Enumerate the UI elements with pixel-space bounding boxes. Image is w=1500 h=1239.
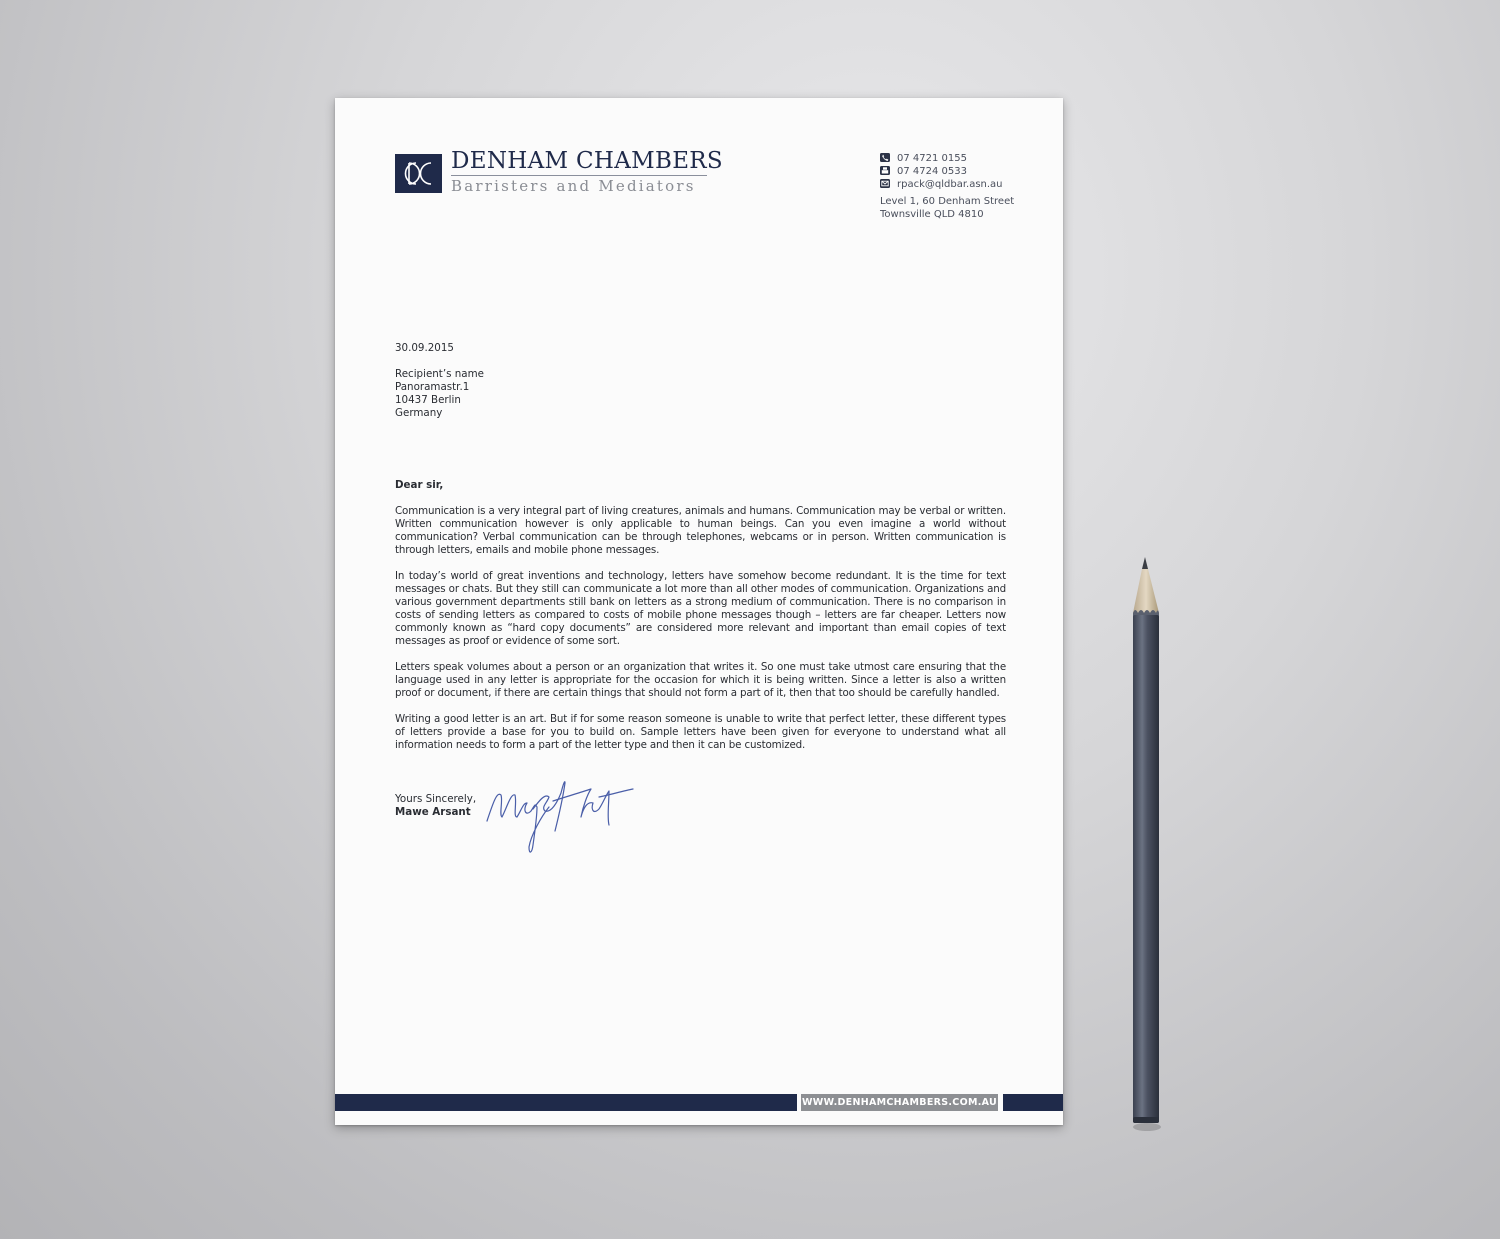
body-paragraph: Writing a good letter is an art. But if for some reason someone is unable to write that perfect letter, these different types of letters provide a base for you to build on. Sample letters have been given for everyone to understand what all information needs to form a part of the letter type and then it can be customized. — [395, 713, 1006, 751]
address-line-1: Level 1, 60 Denham Street — [880, 196, 1015, 207]
contact-address — [880, 195, 1014, 221]
recipient-street: Panoramastr.1 — [395, 381, 470, 393]
footer-bar-left — [335, 1094, 797, 1111]
phone-icon — [880, 153, 890, 162]
body-paragraph: Communication is a very integral part of living creatures, animals and humans. Communication may be verbal or written. Written communication however is only applicable to human beings. Can you even imagine a world without communication? Verbal communication can be through telephones, webcams or in person. Written communication is through letters, emails and mobile phone messages. — [395, 505, 1006, 556]
footer-website[interactable]: WWW.DENHAMCHAMBERS.COM.AU — [801, 1094, 998, 1111]
closing-phrase: Yours Sincerely, — [395, 793, 477, 805]
recipient-name: Recipient’s name — [395, 368, 484, 380]
brand-tagline: Barristers and Mediators — [451, 177, 696, 195]
signer-name: Mawe Arsant — [395, 806, 471, 818]
fax-icon — [880, 166, 890, 175]
address-line-2: Townsville QLD 4810 — [880, 209, 984, 220]
recipient-country: Germany — [395, 407, 443, 419]
footer-bar-right — [1003, 1094, 1063, 1111]
brand-divider — [451, 175, 707, 176]
body-paragraph: In today’s world of great inventions and technology, letters have somehow become redundant. It is the time for text messages or chats. But they still can communicate a lot more than all other modes of communication. Organizations and various government departments still bank on letters as a strong medium of communication. There is no comparison in costs of sending letters as compared to costs of mobile phone messages though – letters are far cheaper. Letters now commonly known as “hard copy documents” are considered more relevant and important than email copies of text messages as proof or evidence of some sort. — [395, 570, 1006, 647]
recipient-city: 10437 Berlin — [395, 394, 461, 406]
letterhead-paper — [335, 98, 1063, 1125]
contact-fax: 07 4724 0533 — [897, 166, 967, 177]
recipient-address — [395, 368, 1006, 420]
contact-email[interactable]: rpack@qldbar.asn.au — [897, 179, 1003, 190]
letter-date: 30.09.2015 — [395, 342, 454, 354]
contact-phone-row — [880, 152, 1014, 165]
logo-monogram — [395, 154, 442, 193]
letter-body — [395, 505, 1006, 765]
salutation: Dear sir, — [395, 479, 444, 491]
contact-fax-row — [880, 165, 1014, 178]
email-icon — [880, 179, 890, 188]
contact-block — [880, 152, 1014, 221]
contact-email-row — [880, 178, 1014, 191]
pencil-image — [1120, 555, 1170, 1139]
contact-phone: 07 4721 0155 — [897, 153, 967, 164]
body-paragraph: Letters speak volumes about a person or an organization that writes it. So one must take utmost care ensuring that the language used in any letter is appropriate for the occasion for which it is being written. Since a letter is also a written proof or document, if there are certain things that should not form a part of it, then that too should be carefully handled. — [395, 661, 1006, 699]
handwritten-signature — [483, 773, 643, 862]
brand-name: DENHAM CHAMBERS — [451, 148, 723, 174]
